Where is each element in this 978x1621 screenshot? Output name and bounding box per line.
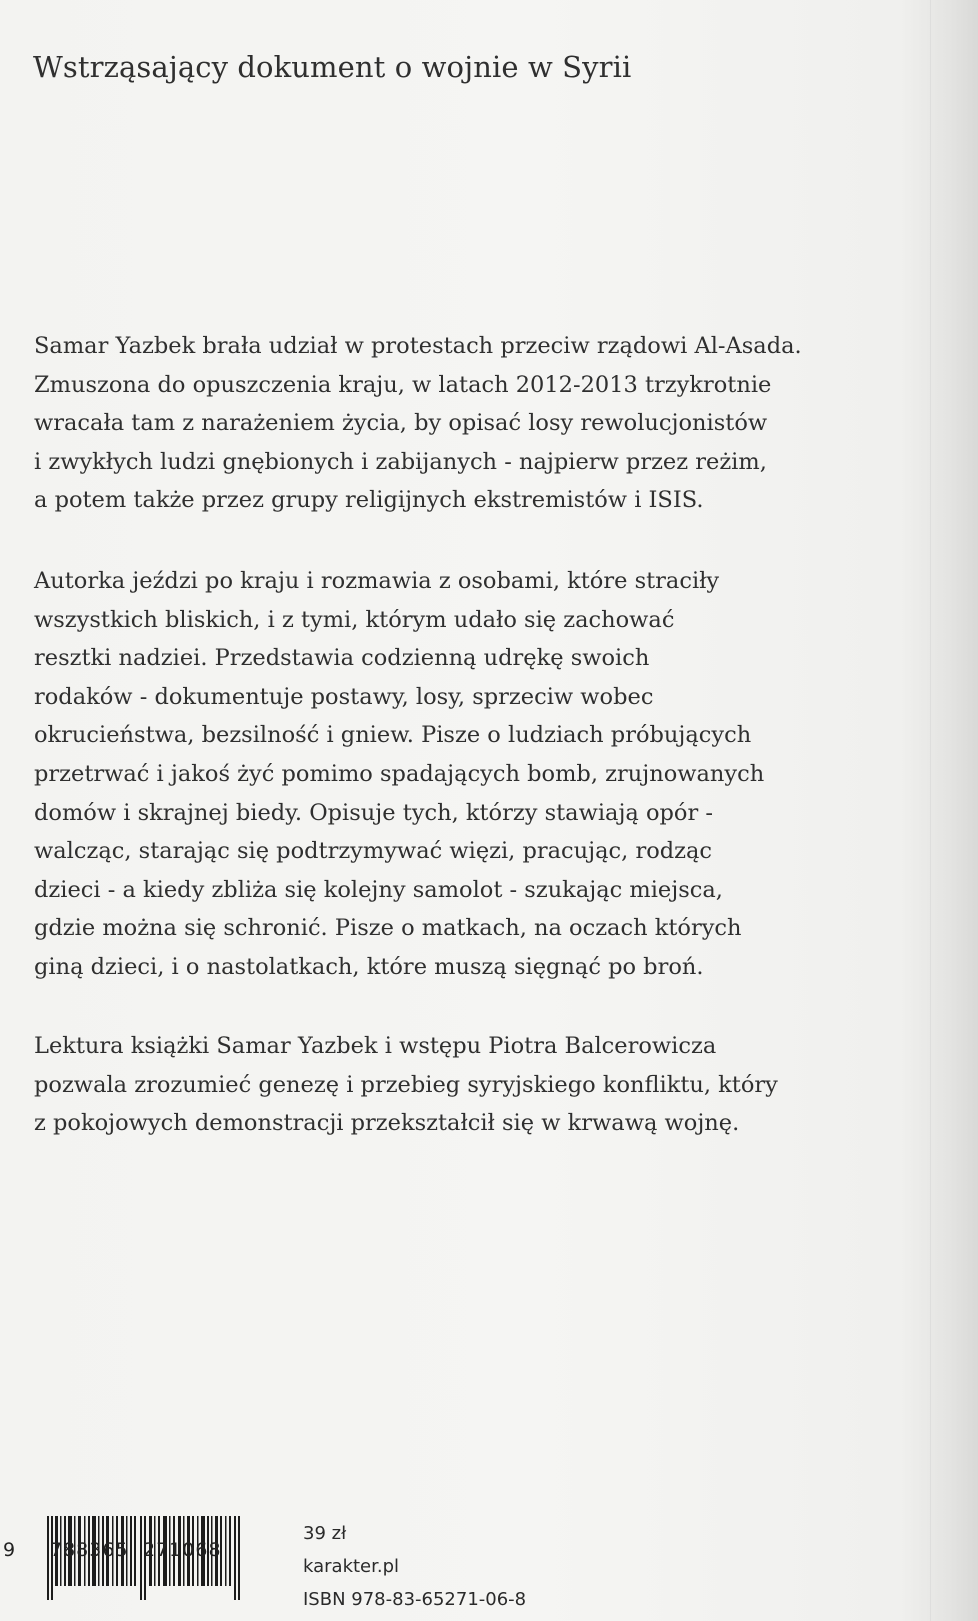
blurb-line: rodaków - dokumentuje postawy, losy, sprzeciw wobec [34,683,654,710]
blurb-line: wszystkich bliskich, i z tymi, którym udało się zachować [34,606,675,633]
isbn-number: ISBN 978-83-65271-06-8 [303,1589,527,1610]
blurb-line: z pokojowych demonstracji przekształcił się w krwawą wojnę. [34,1110,740,1137]
blurb-line: walcząc, starając się podtrzymywać więzi, pracując, rodząc [34,838,713,865]
blurb-line: i zwykłych ludzi gnębionych i zabijanych - najpierw przez reżim, [34,448,767,475]
blurb-paragraph-2 [34,562,954,987]
blurb-line: pozwala zrozumieć genezę i przebieg syryjskiego konfliktu, który [34,1071,778,1098]
blurb-line: resztki nadziei. Przedstawia codzienną udrękę swoich [34,645,650,672]
cover-tagline: Wstrząsający dokument o wojnie w Syrii [33,50,632,84]
publisher-website: karakter.pl [303,1556,400,1577]
blurb-line: Lektura książki Samar Yazbek i wstępu Piotra Balcerowicza [34,1033,717,1059]
blurb-paragraph-3 [34,1027,954,1143]
blurb-line: wracała tam z narażeniem życia, by opisać losy rewolucjonistów [34,410,768,437]
blurb-line: Zmuszona do opuszczenia kraju, w latach 2012-2013 trzykrotnie [34,371,772,398]
blurb-line: okrucieństwa, bezsilność i gniew. Pisze o ludziach próbujących [34,722,752,749]
barcode-lead-digit: 9 [3,1539,16,1561]
isbn-barcode [30,1516,270,1608]
blurb-line: domów i skrajnej biedy. Opisuje tych, którzy stawiają opór - [34,799,713,826]
book-price: 39 zł [303,1523,347,1544]
blurb-paragraph-1 [34,327,954,520]
blurb-line: dzieci - a kiedy zbliża się kolejny samolot - szukając miejsca, [34,876,723,903]
blurb-line: giną dzieci, i o nastolatkach, które muszą sięgnąć po broń. [34,953,704,980]
blurb-line: przetrwać i jakoś żyć pomimo spadających bomb, zrujnowanych [34,760,765,787]
barcode-right-digits: 271068 [143,1539,222,1561]
blurb-line: Autorka jeździ po kraju i rozmawia z osobami, które straciły [34,568,720,594]
blurb-line: gdzie można się schronić. Pisze o matkach, na oczach których [34,915,742,942]
barcode-bars [30,1516,270,1608]
blurb-line: a potem także przez grupy religijnych ekstremistów i ISIS. [34,487,704,514]
barcode-left-digits: 788365 [50,1539,129,1561]
blurb-line: Samar Yazbek brała udział w protestach przeciw rządowi Al-Asada. [34,333,802,359]
